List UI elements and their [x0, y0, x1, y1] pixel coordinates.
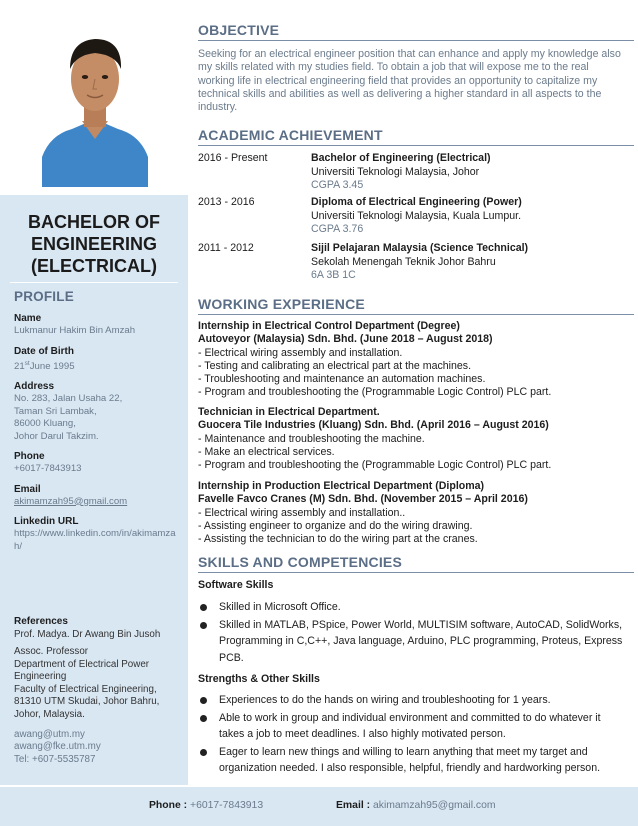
- job-company: Favelle Favco Cranes (M) Sdn. Bhd. (November 2015 – April 2016): [198, 493, 528, 506]
- footer-phone: [149, 800, 263, 811]
- reference-details: Assoc. Professor Department of Electrical Power Engineering Faculty of Electrical Engineering, 81310 UTM Skudai, Johor Bahru, Johor, Malaysia.: [14, 646, 160, 720]
- field-linkedin: [14, 515, 180, 553]
- name-value: Lukmanur Hakim Bin Amzah: [14, 325, 136, 336]
- address-value: No. 283, Jalan Usaha 22, Taman Sri Lambak, 86000 Kluang, Johor Darul Takzim.: [14, 393, 123, 442]
- dob-label: Date of Birth: [14, 345, 74, 357]
- list-item: [198, 692, 628, 709]
- job-duty: - Testing and calibrating an electrical part at the machines.: [198, 359, 472, 372]
- phone-label: Phone: [14, 451, 45, 463]
- bullet-icon: [200, 604, 207, 611]
- job-entry: [198, 480, 632, 546]
- academic-institution: Universiti Teknologi Malaysia, Johor: [311, 165, 480, 178]
- strength-text: Able to work in group and individual environment and committed to do whatever it takes a job to meet deadlines. I also highly motivated person.: [219, 711, 601, 740]
- footer-bar: [0, 787, 638, 826]
- job-entry: [198, 320, 632, 400]
- list-item: [198, 617, 628, 667]
- address-label: Address: [14, 381, 55, 393]
- academic-grade: CGPA 3.45: [311, 179, 364, 191]
- degree-title: BACHELOR OF ENGINEERING (ELECTRICAL): [28, 212, 160, 276]
- list-item: [198, 599, 628, 616]
- job-company: Autoveyor (Malaysia) Sdn. Bhd. (June 2018 – August 2018): [198, 333, 493, 346]
- references-heading: References: [14, 616, 68, 627]
- academic-institution: Sekolah Menengah Teknik Johor Bahru: [311, 255, 496, 268]
- profile-photo: [42, 17, 148, 187]
- job-company: Guocera Tile Industries (Kluang) Sdn. Bhd. (April 2016 – August 2016): [198, 419, 549, 432]
- job-duty: - Assisting engineer to organize and do the wiring drawing.: [198, 519, 473, 532]
- field-address: [14, 380, 180, 443]
- job-entry: [198, 406, 632, 472]
- bullet-icon: [200, 715, 207, 722]
- bullet-icon: [200, 697, 207, 704]
- job-duty: - Make an electrical services.: [198, 445, 335, 458]
- skills-heading: SKILLS AND COMPETENCIES: [198, 554, 634, 573]
- profile-details: [14, 312, 180, 560]
- photo-area: [0, 0, 188, 195]
- academic-grade: 6A 3B 1C: [311, 269, 356, 281]
- footer-email-value[interactable]: akimamzah95@gmail.com: [372, 800, 496, 811]
- strength-text: Eager to learn new things and willing to learn anything that meet my target and organization needed. I also responsible, helpful, friendly and hardworking person.: [219, 745, 601, 774]
- experience-heading: WORKING EXPERIENCE: [198, 296, 634, 315]
- email-link[interactable]: akimamzah95@gmail.com: [14, 495, 128, 507]
- skill-text: Skilled in MATLAB, PSpice, Power World, MULTISIM software, AutoCAD, SolidWorks, Programming in C,C++, Java language, Arduino, PLC programming, Proteus, Express PCB.: [219, 618, 623, 664]
- email-label: Email: [14, 483, 41, 495]
- references-block: [14, 615, 184, 766]
- sidebar: [0, 0, 188, 785]
- field-email: [14, 483, 180, 509]
- sidebar-divider: [10, 282, 178, 283]
- objective-text: Seeking for an electrical engineer position that can enhance and apply my knowledge also my skills related with my studies field. To obtain a job that will expose me to the real working life in electrical engineering field that provides an opportunity to capitalize my technical skills and abilities as well as delivering a higher standard in all aspects to the industry.: [198, 48, 621, 114]
- dob-suffix: st: [24, 359, 30, 367]
- job-duty: - Electrical wiring assembly and installation.: [198, 346, 403, 359]
- job-duty: - Electrical wiring assembly and installation..: [198, 506, 406, 519]
- linkedin-label: Linkedin URL: [14, 516, 79, 528]
- academic-body: [311, 152, 631, 193]
- academic-heading: ACADEMIC ACHIEVEMENT: [198, 127, 634, 146]
- academic-years: 2011 - 2012: [198, 242, 254, 254]
- name-label: Name: [14, 313, 42, 324]
- strengths-heading: Strengths & Other Skills: [198, 673, 320, 685]
- list-item: [198, 744, 628, 777]
- academic-title: Bachelor of Engineering (Electrical): [311, 152, 491, 164]
- skill-text: Skilled in Microsoft Office.: [219, 601, 341, 613]
- academic-years: 2013 - 2016: [198, 196, 255, 208]
- job-duty: - Program and troubleshooting the (Programmable Logic Control) PLC part.: [198, 386, 552, 399]
- software-skills-list: [198, 599, 628, 667]
- job-title: Technician in Electrical Department.: [198, 406, 380, 418]
- dob-rest: June 1995: [29, 360, 75, 372]
- dob-day: 21: [14, 360, 25, 372]
- academic-institution: Universiti Teknologi Malaysia, Kuala Lumpur.: [311, 209, 522, 222]
- job-duty: - Maintenance and troubleshooting the machine.: [198, 432, 425, 445]
- strengths-list: [198, 692, 628, 778]
- reference-name: Prof. Madya. Dr Awang Bin Jusoh: [14, 629, 161, 640]
- academic-title: Sijil Pelajaran Malaysia (Science Technical): [311, 242, 529, 254]
- job-duty: - Troubleshooting and maintenance an automation machines.: [198, 373, 486, 386]
- footer-phone-label: Phone :: [149, 800, 188, 811]
- bullet-icon: [200, 622, 207, 629]
- job-duty: - Assisting the technician to do the wiring part at the cranes.: [198, 533, 478, 546]
- objective-heading: OBJECTIVE: [198, 22, 634, 41]
- reference-contact: awang@utm.my awang@fke.utm.my Tel: +607-5535787: [14, 728, 101, 765]
- footer-email-label: Email :: [336, 800, 371, 811]
- academic-body: [311, 196, 631, 237]
- profile-heading: PROFILE: [14, 289, 74, 304]
- job-title: Internship in Production Electrical Department (Diploma): [198, 480, 485, 492]
- academic-grade: CGPA 3.76: [311, 223, 364, 235]
- list-item: [198, 710, 628, 743]
- dob-value: [14, 358, 180, 374]
- software-skills-heading: Software Skills: [198, 579, 274, 591]
- job-title: Internship in Electrical Control Department (Degree): [198, 320, 460, 332]
- footer-phone-value: +6017-7843913: [190, 800, 264, 811]
- job-duty: - Program and troubleshooting the (Programmable Logic Control) PLC part.: [198, 459, 552, 472]
- field-dob: [14, 345, 180, 374]
- field-name: [14, 312, 180, 338]
- phone-value: +6017-7843913: [14, 463, 82, 475]
- academic-years: 2016 - Present: [198, 152, 268, 164]
- academic-body: [311, 242, 631, 283]
- bullet-icon: [200, 749, 207, 756]
- field-phone: [14, 450, 180, 476]
- linkedin-link[interactable]: https://www.linkedin.com/in/akimamzah/: [14, 528, 176, 552]
- footer-email: [336, 800, 496, 811]
- strength-text: Experiences to do the hands on wiring and troubleshooting for 1 years.: [219, 694, 551, 706]
- academic-title: Diploma of Electrical Engineering (Power): [311, 196, 522, 208]
